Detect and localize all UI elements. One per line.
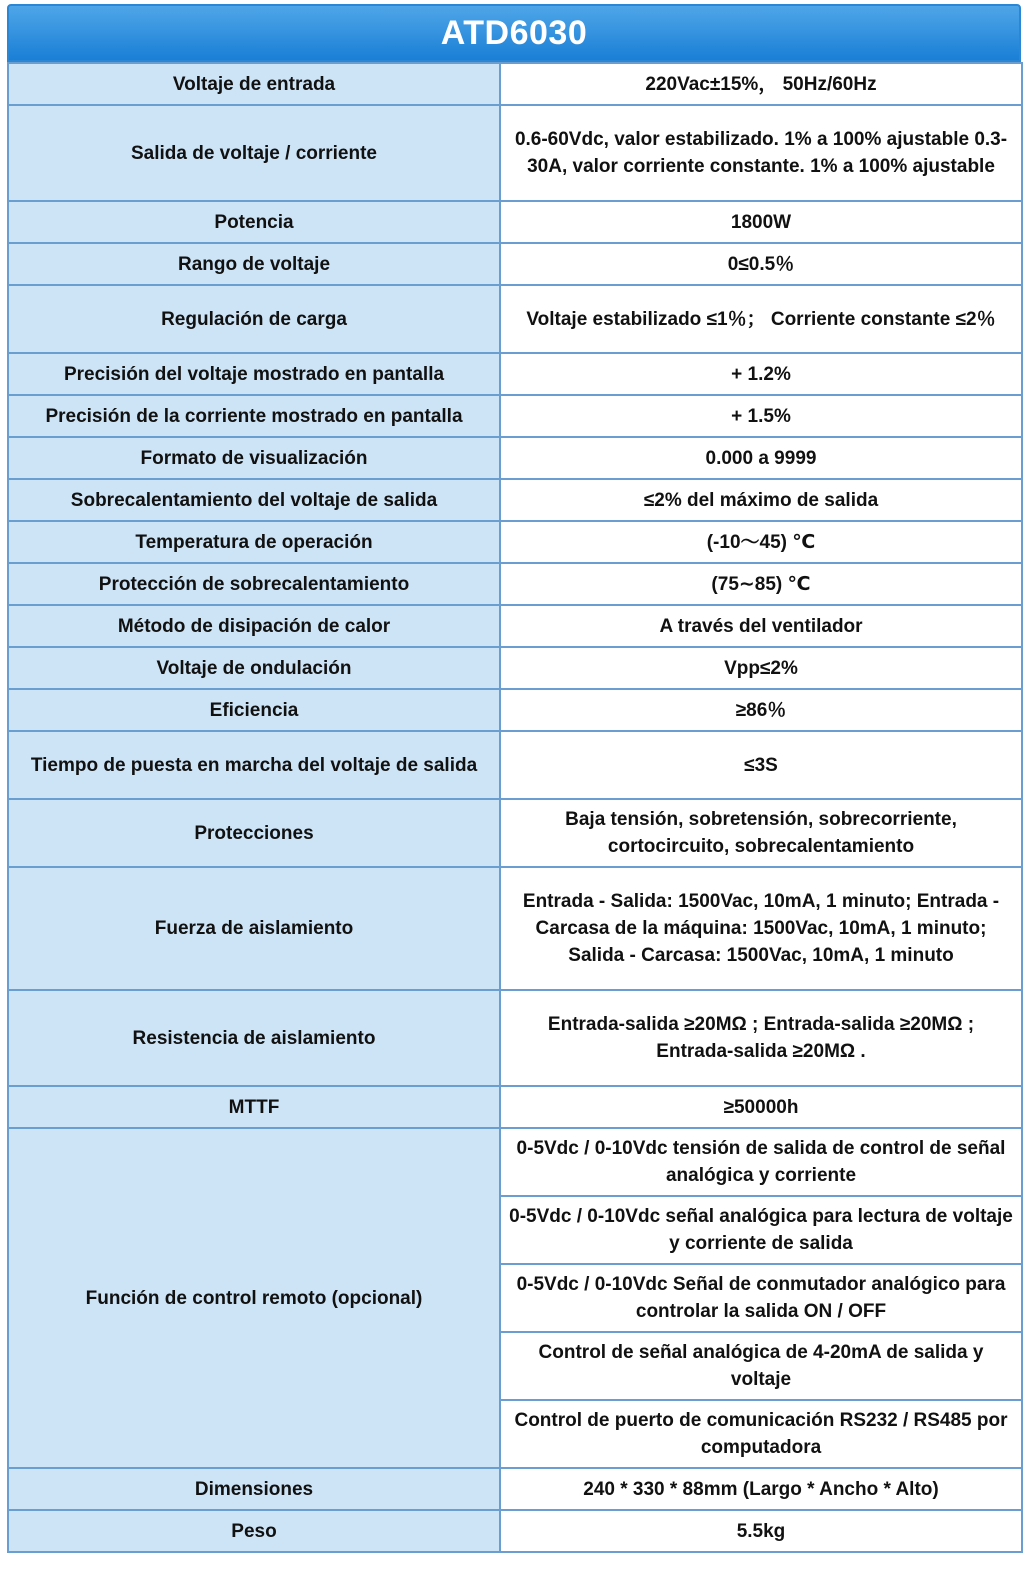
- spec-value: Control de puerto de comunicación RS232 / RS485 por computadora: [514, 1410, 1008, 1458]
- spec-value: 0.6-60Vdc, valor estabilizado. 1% a 100% ajustable 0.3-30A, valor corriente constante. 1% a 100% ajustable: [514, 129, 1008, 177]
- spec-value: Baja tensión, sobretensión, sobrecorriente, cortocircuito, sobrecalentamiento: [565, 809, 957, 857]
- spec-value-cell: [500, 105, 1022, 201]
- spec-value: 1800W: [730, 211, 792, 233]
- spec-value-cell: [500, 63, 1022, 105]
- spec-value-cell: [500, 689, 1022, 731]
- spec-label: Temperatura de operación: [135, 531, 373, 553]
- spec-label: Precisión de la corriente mostrado en pantalla: [45, 405, 463, 427]
- spec-value: A través del ventilador: [659, 615, 863, 637]
- spec-label: Sobrecalentamiento del voltaje de salida: [70, 489, 438, 511]
- spec-label: Tiempo de puesta en marcha del voltaje de salida: [30, 754, 478, 776]
- table-row: [8, 1468, 1022, 1510]
- spec-label-cell: [8, 1086, 500, 1128]
- spec-label-cell: [8, 479, 500, 521]
- spec-label-cell: [8, 1468, 500, 1510]
- spec-label: Función de control remoto (opcional): [85, 1287, 423, 1309]
- spec-table-body: [8, 63, 1022, 1552]
- spec-label-cell: [8, 243, 500, 285]
- spec-label: Protección de sobrecalentamiento: [98, 573, 410, 595]
- spec-value-cell: [500, 1510, 1022, 1552]
- spec-value: Entrada-salida ≥20MΩ ; Entrada-salida ≥20MΩ ; Entrada-salida ≥20MΩ .: [547, 1014, 975, 1062]
- spec-value-cell: [500, 990, 1022, 1086]
- spec-value: ≥86％: [735, 699, 787, 721]
- spec-value-cell: [500, 521, 1022, 563]
- table-row: [8, 285, 1022, 353]
- spec-value-cell: [500, 479, 1022, 521]
- spec-label-cell: [8, 1510, 500, 1552]
- spec-label-cell: [8, 521, 500, 563]
- spec-value: Voltaje estabilizado ≤1％； Corriente constante ≤2％: [526, 308, 996, 330]
- spec-value-cell: [500, 1196, 1022, 1264]
- table-row: [8, 605, 1022, 647]
- table-row: [8, 563, 1022, 605]
- spec-value-cell: [500, 353, 1022, 395]
- table-row: [8, 521, 1022, 563]
- spec-value-cell: [500, 799, 1022, 867]
- spec-value: (75∼85) ℃: [711, 573, 811, 595]
- spec-value: ≥50000h: [723, 1096, 799, 1118]
- spec-label: Formato de visualización: [140, 447, 368, 469]
- spec-label: Fuerza de aislamiento: [154, 918, 354, 939]
- spec-label: Protecciones: [194, 822, 314, 844]
- spec-label: MTTF: [228, 1096, 280, 1118]
- spec-value-cell: [500, 867, 1022, 990]
- table-row: [8, 867, 1022, 990]
- spec-label-cell: [8, 201, 500, 243]
- table-row: [8, 731, 1022, 799]
- spec-label-cell: [8, 867, 500, 990]
- spec-label: Método de disipación de calor: [117, 615, 391, 637]
- spec-value: 5.5kg: [736, 1520, 786, 1542]
- spec-value-cell: [500, 395, 1022, 437]
- spec-value: 0.000 a 9999: [705, 447, 817, 469]
- spec-label: Dimensiones: [194, 1478, 314, 1500]
- table-row: [8, 63, 1022, 105]
- table-row: [8, 689, 1022, 731]
- spec-value: Vpp≤2%: [724, 657, 798, 679]
- spec-value-cell: [500, 1468, 1022, 1510]
- table-row: [8, 990, 1022, 1086]
- spec-value-cell: [500, 1086, 1022, 1128]
- spec-label-cell: [8, 990, 500, 1086]
- spec-label-cell: [8, 63, 500, 105]
- spec-value: ≤2% del máximo de salida: [643, 489, 879, 511]
- spec-value-cell: [500, 605, 1022, 647]
- spec-value: 0-5Vdc / 0-10Vdc tensión de salida de control de señal analógica y corriente: [516, 1138, 1006, 1186]
- spec-value-cell: [500, 1264, 1022, 1332]
- spec-label: Rango de voltaje: [177, 253, 331, 275]
- spec-value-cell: [500, 201, 1022, 243]
- spec-value-cell: [500, 1128, 1022, 1196]
- spec-value: + 1.5%: [731, 405, 791, 427]
- spec-value: (-10～45) ℃: [706, 531, 816, 553]
- spec-label-cell: [8, 353, 500, 395]
- spec-value-cell: [500, 1400, 1022, 1468]
- spec-value-cell: [500, 437, 1022, 479]
- spec-label-cell: [8, 605, 500, 647]
- spec-value: Control de señal analógica de 4-20mA de salida y voltaje: [538, 1342, 984, 1390]
- spec-label-cell: [8, 285, 500, 353]
- table-row: [8, 201, 1022, 243]
- spec-value-cell: [500, 285, 1022, 353]
- spec-label-cell: [8, 799, 500, 867]
- spec-label-cell: [8, 689, 500, 731]
- spec-label: Eficiencia: [209, 699, 299, 721]
- spec-label: Voltaje de ondulación: [156, 657, 352, 679]
- table-row: [8, 647, 1022, 689]
- spec-value: 0-5Vdc / 0-10Vdc señal analógica para lectura de voltaje y corriente de salida: [509, 1206, 1013, 1254]
- spec-label: Potencia: [214, 211, 294, 233]
- spec-label: Regulación de carga: [161, 308, 347, 330]
- spec-value-cell: [500, 647, 1022, 689]
- spec-label-cell: [8, 105, 500, 201]
- spec-table: [7, 62, 1023, 1553]
- table-row: [8, 1128, 1022, 1196]
- spec-label: Resistencia de aislamiento: [132, 1027, 376, 1049]
- table-title: [7, 4, 1021, 62]
- spec-value: + 1.2%: [731, 363, 791, 385]
- spec-label: Precisión del voltaje mostrado en pantalla: [63, 363, 445, 385]
- spec-value-cell: [500, 1332, 1022, 1400]
- spec-value: ≤3S: [744, 754, 778, 776]
- spec-value: Entrada - Salida: 1500Vac, 10mA, 1 minuto; Entrada - Carcasa de la máquina: 1500Vac, 10mA, 1 minuto; Salida - Carcasa: 1500Vac, 10mA, 1 minuto: [522, 891, 1000, 966]
- table-row: [8, 1510, 1022, 1552]
- table-row: [8, 353, 1022, 395]
- spec-value-cell: [500, 731, 1022, 799]
- spec-value: 220Vac±15%， 50Hz/60Hz: [645, 73, 877, 95]
- table-row: [8, 437, 1022, 479]
- spec-label: Salida de voltaje / corriente: [130, 142, 378, 164]
- spec-value-cell: [500, 563, 1022, 605]
- spec-value: 0-5Vdc / 0-10Vdc Señal de conmutador analógico para controlar la salida ON / OFF: [516, 1274, 1006, 1322]
- spec-value: 240 * 330 * 88mm (Largo * Ancho * Alto): [583, 1478, 939, 1500]
- table-row: [8, 799, 1022, 867]
- table-title-text: ATD6030: [440, 13, 588, 52]
- spec-value: 0≤0.5％: [727, 253, 795, 275]
- table-row: [8, 243, 1022, 285]
- spec-label-cell: [8, 437, 500, 479]
- spec-label-cell: [8, 1128, 500, 1468]
- spec-label: Voltaje de entrada: [172, 73, 336, 95]
- table-row: [8, 105, 1022, 201]
- table-row: [8, 479, 1022, 521]
- spec-sheet: [7, 4, 1021, 1553]
- spec-label: Peso: [231, 1520, 277, 1542]
- spec-label-cell: [8, 395, 500, 437]
- table-row: [8, 1086, 1022, 1128]
- spec-label-cell: [8, 647, 500, 689]
- spec-value-cell: [500, 243, 1022, 285]
- spec-label-cell: [8, 563, 500, 605]
- table-row: [8, 395, 1022, 437]
- spec-label-cell: [8, 731, 500, 799]
